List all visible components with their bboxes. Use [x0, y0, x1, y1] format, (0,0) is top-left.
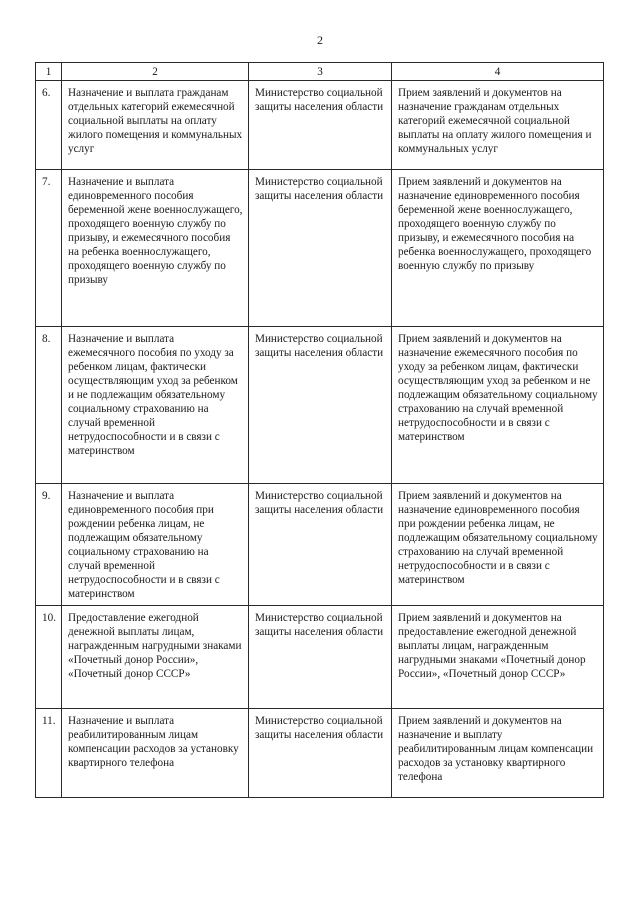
- table-row: [36, 709, 604, 798]
- header-col-1: 1: [36, 63, 62, 81]
- header-col-2: 2: [62, 63, 249, 81]
- service-name: Предоставление ежегодной денежной выплаты лицам, награжденным нагрудными знаками «Почетный донор России», «Почетный донор СССР»: [62, 606, 249, 709]
- responsible-authority: Министерство социальной защиты населения области: [249, 327, 392, 484]
- procedure-description: Прием заявлений и документов на назначение ежемесячного пособия по уходу за ребенком лицам, фактически осуществляющим уход за ребенком и не подлежащим обязательному социальному страхованию на случай временной нетрудоспособности и в связи с материнством: [392, 327, 604, 484]
- row-number: 6.: [36, 81, 62, 170]
- responsible-authority: Министерство социальной защиты населения области: [249, 81, 392, 170]
- row-number: 11.: [36, 709, 62, 798]
- procedure-description: Прием заявлений и документов на назначение и выплату реабилитированным лицам компенсации расходов за установку квартирного телефона: [392, 709, 604, 798]
- responsible-authority: Министерство социальной защиты населения области: [249, 709, 392, 798]
- procedure-description: Прием заявлений и документов на назначение гражданам отдельных категорий ежемесячной социальной выплаты на оплату жилого помещения и коммунальных услуг: [392, 81, 604, 170]
- header-col-3: 3: [249, 63, 392, 81]
- responsible-authority: Министерство социальной защиты населения области: [249, 484, 392, 606]
- table-row: [36, 484, 604, 606]
- header-col-4: 4: [392, 63, 604, 81]
- header-row: [36, 63, 604, 81]
- table-row: [36, 81, 604, 170]
- services-table: [35, 62, 604, 798]
- responsible-authority: Министерство социальной защиты населения области: [249, 170, 392, 327]
- row-number: 8.: [36, 327, 62, 484]
- table-row: [36, 170, 604, 327]
- table-row: [36, 327, 604, 484]
- table-row: [36, 606, 604, 709]
- service-name: Назначение и выплата единовременного пособия при рождении ребенка лицам, не подлежащим обязательному социальному страхованию на случай временной нетрудоспособности и в связи с материнством: [62, 484, 249, 606]
- service-name: Назначение и выплата ежемесячного пособия по уходу за ребенком лицам, фактически осуществляющим уход за ребенком и не подлежащим обязательному социальному страхованию на случай временной нетрудоспособности и в связи с материнством: [62, 327, 249, 484]
- row-number: 7.: [36, 170, 62, 327]
- service-name: Назначение и выплата реабилитированным лицам компенсации расходов за установку квартирного телефона: [62, 709, 249, 798]
- page-number: 2: [317, 33, 323, 47]
- procedure-description: Прием заявлений и документов на предоставление ежегодной денежной выплаты лицам, награжденным нагрудными знаками «Почетный донор России», «Почетный донор СССР»: [392, 606, 604, 709]
- procedure-description: Прием заявлений и документов на назначение единовременного пособия беременной жене военнослужащего, проходящего военную службу по призыву, и ежемесячного пособия на ребенка военнослужащего, проходящего военную службу по призыву: [392, 170, 604, 327]
- row-number: 9.: [36, 484, 62, 606]
- service-name: Назначение и выплата единовременного пособия беременной жене военнослужащего, проходящего военную службу по призыву, и ежемесячного пособия на ребенка военнослужащего, проходящего военную службу по призыву: [62, 170, 249, 327]
- service-name: Назначение и выплата гражданам отдельных категорий ежемесячной социальной выплаты на оплату жилого помещения и коммунальных услуг: [62, 81, 249, 170]
- row-number: 10.: [36, 606, 62, 709]
- procedure-description: Прием заявлений и документов на назначение единовременного пособия при рождении ребенка лицам, не подлежащим обязательному социальному страхованию на случай временной нетрудоспособности и в связи с материнством: [392, 484, 604, 606]
- responsible-authority: Министерство социальной защиты населения области: [249, 606, 392, 709]
